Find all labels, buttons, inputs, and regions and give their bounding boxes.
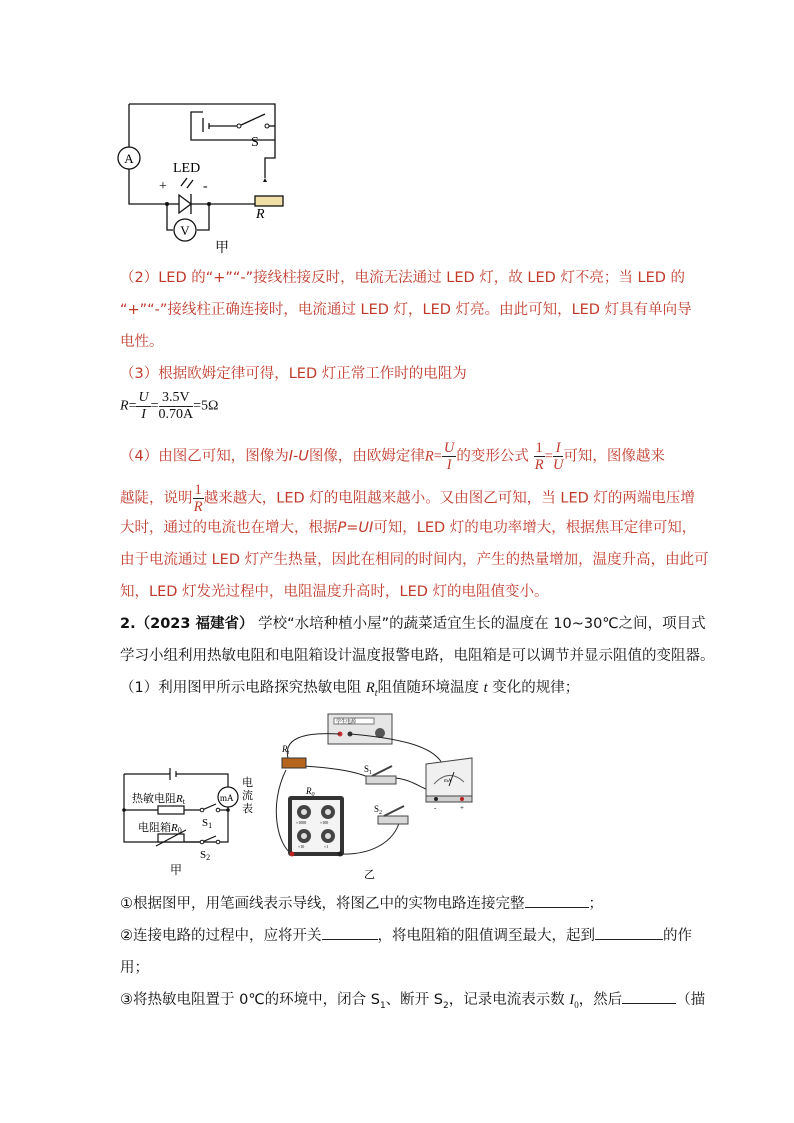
answer-3-formula: R= $\frac{U}{I}$ = $\frac{3.5V}{0.70A}$ =5Ω xyxy=(120,390,219,422)
label-ammeter-char-3: 表 xyxy=(242,803,253,815)
item-1: ①根据图甲，用笔画线表示导线，将图乙中的实物电路连接完整 ； xyxy=(120,896,603,912)
answer-4-line2: 越陡，说明 $\frac{1}{R}$ 越来越大，LED 灯的电阻越来越小。又由图乙可知，当 LED 灯的两端电压增 xyxy=(120,482,695,515)
question-2-line1: 2.（2023 福建省） 学校“水培种植小屋”的蔬菜适宜生长的温度在 10~30℃之间，项目式 xyxy=(120,616,706,632)
answer-blank-1[interactable] xyxy=(525,907,589,908)
item-3: ③将热敏电阻置于 0℃的环境中，闭合 $S_1$、断开 $S_2$，记录电流表示数 $I_0$，然后 （描 xyxy=(120,992,706,1011)
label-S: S xyxy=(251,135,259,150)
answer-2-line1: （2）LED 的“+”“-”接线柱接反时，电流无法通过 LED 灯，故 LED 灯不亮；当 LED 的 xyxy=(120,270,686,286)
label-mA: mA xyxy=(220,793,234,803)
label-resistance-box: 电阻箱R0 xyxy=(138,822,182,835)
thermistor xyxy=(282,758,306,768)
answer-blank-2[interactable] xyxy=(322,939,378,940)
label-meter-plus: + xyxy=(460,804,464,812)
circuit-figure-jia-top xyxy=(115,98,315,258)
fraction-1-over-R: $\frac{1}{R}$ xyxy=(534,440,544,473)
switch-s2 xyxy=(378,816,408,824)
label-knob-100: ×100 xyxy=(320,820,329,825)
item-2-line1: ②连接电路的过程中，应将开关 ，将电阻箱的阻值调至最大，起到 的作 xyxy=(120,928,692,944)
label-s2: S2 xyxy=(200,849,211,862)
label-ammeter-char-2: 流 xyxy=(242,790,253,802)
label-R: R xyxy=(256,207,265,222)
label-knob-10: ×10 xyxy=(298,844,305,849)
answer-2-line2: “+”“-”接线柱正确连接时，电流通过 LED 灯，LED 灯亮。由此可知，LED 灯具有单向导 xyxy=(120,302,692,318)
question-2-line3: （1）利用图甲所示电路探究热敏电阻 $R_t$阻值随环境温度 t 变化的规律； xyxy=(120,680,580,699)
answer-3-line1: （3）根据欧姆定律可得，LED 灯正常工作时的电阻为 xyxy=(120,366,467,382)
label-plus: + xyxy=(159,179,167,194)
figure-caption-jia-2: 甲 xyxy=(170,863,183,877)
label-s1: $S_1$ xyxy=(364,764,373,776)
fraction-values: $\frac{3.5V}{0.70A}$ xyxy=(158,390,194,422)
label-thermistor: 热敏电阻Rt xyxy=(132,793,185,806)
answer-blank-3[interactable] xyxy=(595,939,663,940)
label-minus: - xyxy=(203,179,208,194)
answer-4-line1: （4）由图乙可知，图像为I-U图像，由欧姆定律R= $\frac{U}{I}$ 的变形公式 $\frac{1}{R}$ = $\frac{I}{U}$ 可知，图像越来 xyxy=(120,440,665,473)
answer-2-line3: 电性。 xyxy=(120,334,164,350)
fraction-1-over-R-2: $\frac{1}{R}$ xyxy=(193,482,203,515)
fraction-U-over-I-inline: $\frac{U}{I}$ xyxy=(443,440,455,473)
label-s2: $S_2$ xyxy=(374,804,383,816)
resistance-box xyxy=(288,796,344,857)
switch-s1 xyxy=(366,776,396,784)
answer-4-line5: 知，LED 灯发光过程中，电阻温度升高时，LED 灯的电阻值变小。 xyxy=(120,584,549,600)
label-meter-minus: - xyxy=(434,804,437,812)
label-knob-1000: ×1000 xyxy=(296,820,307,825)
question-2-line2: 学习小组利用热敏电阻和电阻箱设计温度报警电路，电阻箱是可以调节并显示阻值的变阻器。 xyxy=(120,648,715,664)
item-2-line2: 用； xyxy=(120,960,149,976)
label-r0: $R_0$ xyxy=(306,786,315,798)
apparatus-figure-yi xyxy=(268,706,478,884)
figure-caption-yi: 乙 xyxy=(364,869,375,881)
label-V: V xyxy=(180,223,190,238)
figure-caption-jia: 甲 xyxy=(215,241,229,256)
answer-4-line3: 大时，通过的电流也在增大，根据P=UI可知，LED 灯的电功率增大，根据焦耳定律可知， xyxy=(120,520,697,536)
label-psu: 学生电源 xyxy=(336,720,357,725)
label-ammeter-char-1: 电 xyxy=(242,777,253,789)
label-knob-1: ×1 xyxy=(324,844,329,849)
answer-4-line4: 由于电流通过 LED 灯产生热量，因此在相同的时间内，产生的热量增加，温度升高，由此可 xyxy=(120,552,709,568)
label-s1: S1 xyxy=(202,817,213,830)
power-supply xyxy=(328,714,392,744)
label-rt: $R_t$ xyxy=(282,744,290,756)
fraction-U-over-I: $\frac{U}{I}$ xyxy=(138,390,149,422)
circuit-figure-jia-2 xyxy=(118,760,268,880)
answer-blank-4[interactable] xyxy=(622,1003,676,1004)
label-meter: mA xyxy=(444,779,452,784)
label-A: A xyxy=(124,151,134,166)
label-LED: LED xyxy=(173,161,201,176)
fraction-I-over-U: $\frac{I}{U}$ xyxy=(552,440,564,473)
